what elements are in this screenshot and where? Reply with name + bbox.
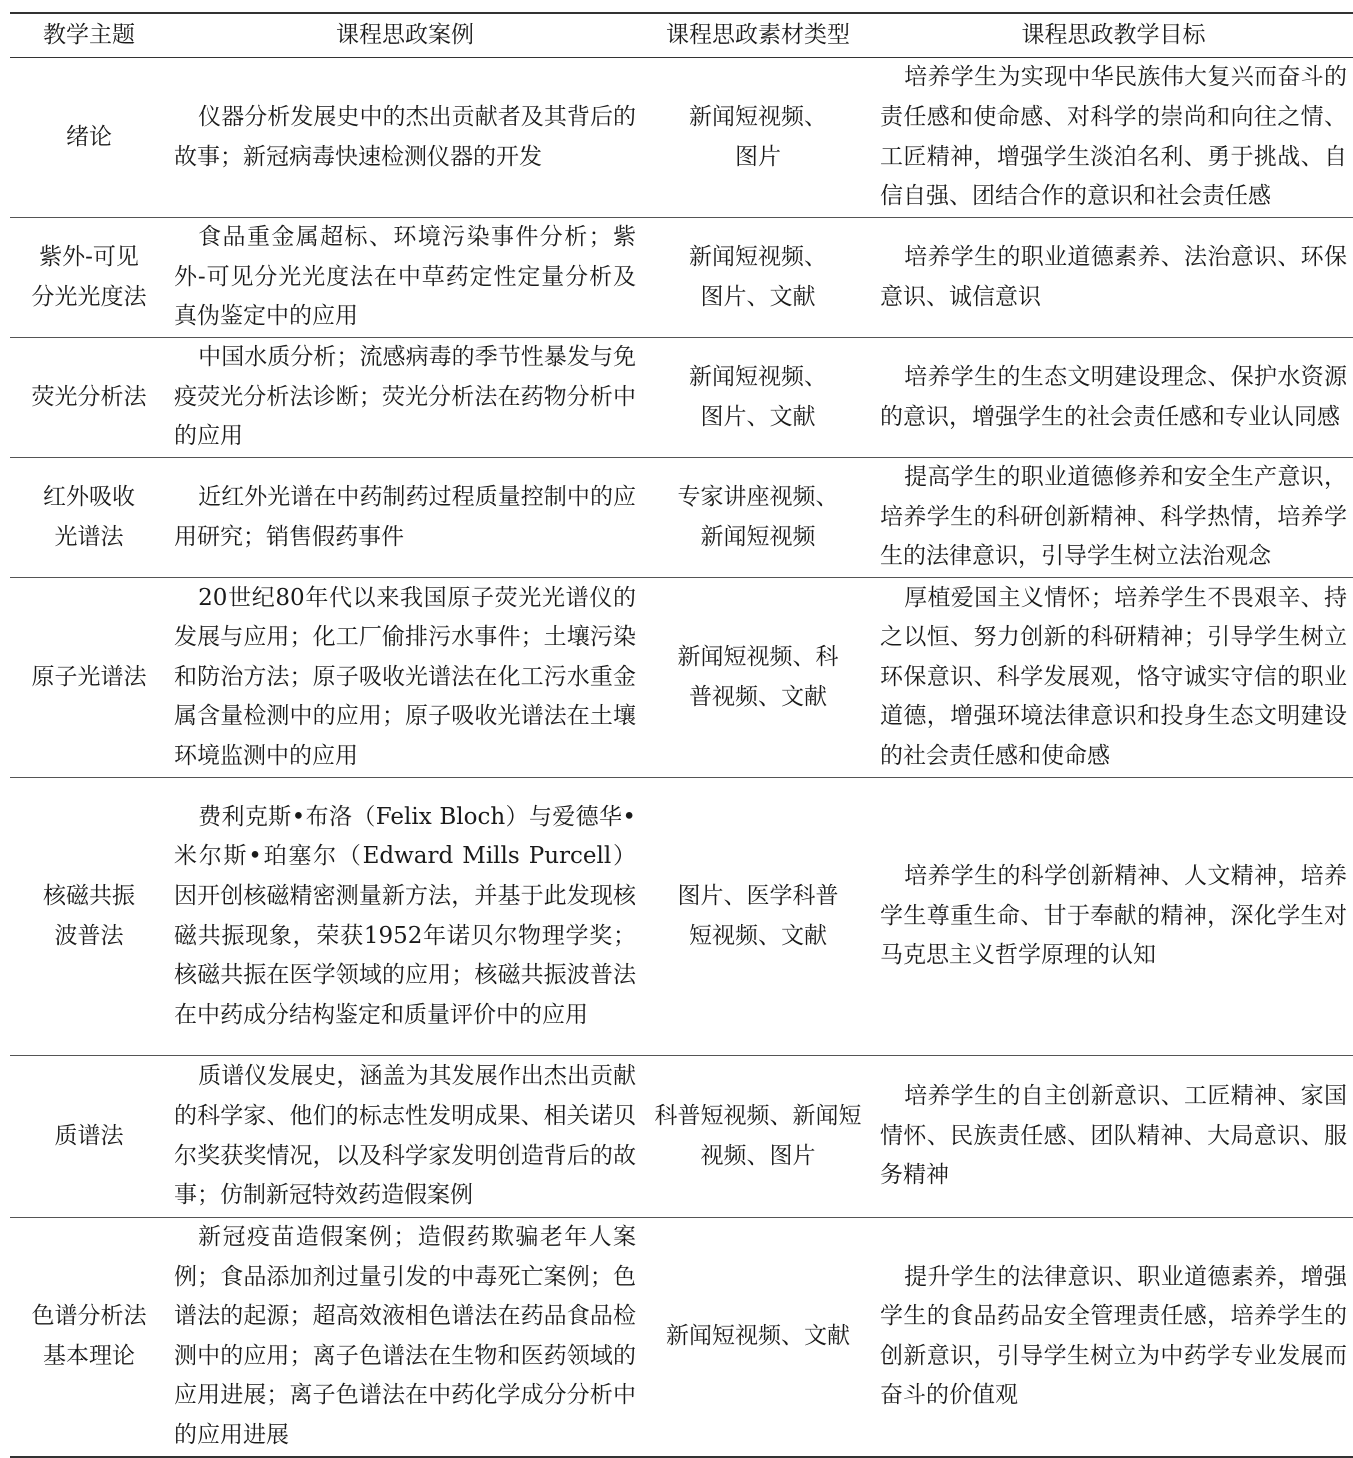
type-cell: 专家讲座视频、新闻短视频 bbox=[642, 458, 874, 578]
goal-cell: 培养学生的职业道德素养、法治意识、环保意识、诚信意识 bbox=[874, 218, 1353, 338]
topic-cell: 核磁共振波普法 bbox=[10, 778, 168, 1056]
curriculum-table bbox=[10, 12, 1353, 1458]
topic-cell: 红外吸收光谱法 bbox=[10, 458, 168, 578]
goal-cell: 培养学生的自主创新意识、工匠精神、家国情怀、民族责任感、团队精神、大局意识、服务精神 bbox=[874, 1056, 1353, 1218]
case-cell: 近红外光谱在中药制药过程质量控制中的应用研究；销售假药事件 bbox=[168, 458, 642, 578]
case-cell: 仪器分析发展史中的杰出贡献者及其背后的故事；新冠病毒快速检测仪器的开发 bbox=[168, 58, 642, 218]
goal-cell: 培养学生的科学创新精神、人文精神，培养学生尊重生命、甘于奉献的精神，深化学生对马克思主义哲学原理的认知 bbox=[874, 778, 1353, 1056]
table-row bbox=[10, 778, 1353, 1056]
header-case: 课程思政案例 bbox=[168, 13, 642, 58]
topic-cell: 质谱法 bbox=[10, 1056, 168, 1218]
header-topic: 教学主题 bbox=[10, 13, 168, 58]
topic-cell: 紫外-可见分光光度法 bbox=[10, 218, 168, 338]
topic-cell: 色谱分析法基本理论 bbox=[10, 1218, 168, 1457]
type-cell: 新闻短视频、科普视频、文献 bbox=[642, 578, 874, 778]
table-row bbox=[10, 1218, 1353, 1457]
table-row bbox=[10, 58, 1353, 218]
case-cell: 20世纪80年代以来我国原子荧光光谱仪的发展与应用；化工厂偷排污水事件；土壤污染和防治方法；原子吸收光谱法在化工污水重金属含量检测中的应用；原子吸收光谱法在土壤环境监测中的应用 bbox=[168, 578, 642, 778]
type-cell: 图片、医学科普短视频、文献 bbox=[642, 778, 874, 1056]
goal-cell: 厚植爱国主义情怀；培养学生不畏艰辛、持之以恒、努力创新的科研精神；引导学生树立环保意识、科学发展观，恪守诚实守信的职业道德，增强环境法律意识和投身生态文明建设的社会责任感和使命感 bbox=[874, 578, 1353, 778]
header-material-type: 课程思政素材类型 bbox=[642, 13, 874, 58]
table-header-row bbox=[10, 13, 1353, 58]
table-row bbox=[10, 458, 1353, 578]
topic-cell: 原子光谱法 bbox=[10, 578, 168, 778]
table-row bbox=[10, 338, 1353, 458]
type-cell: 新闻短视频、图片、文献 bbox=[642, 338, 874, 458]
header-teaching-goal: 课程思政教学目标 bbox=[874, 13, 1353, 58]
table-row bbox=[10, 218, 1353, 338]
goal-cell: 培养学生为实现中华民族伟大复兴而奋斗的责任感和使命感、对科学的崇尚和向往之情、工匠精神，增强学生淡泊名利、勇于挑战、自信自强、团结合作的意识和社会责任感 bbox=[874, 58, 1353, 218]
type-cell: 科普短视频、新闻短视频、图片 bbox=[642, 1056, 874, 1218]
case-cell: 新冠疫苗造假案例；造假药欺骗老年人案例；食品添加剂过量引发的中毒死亡案例；色谱法的起源；超高效液相色谱法在药品食品检测中的应用；离子色谱法在生物和医药领域的应用进展；离子色谱法在中药化学成分分析中的应用进展 bbox=[168, 1218, 642, 1457]
goal-cell: 提高学生的职业道德修养和安全生产意识，培养学生的科研创新精神、科学热情，培养学生的法律意识，引导学生树立法治观念 bbox=[874, 458, 1353, 578]
case-cell: 费利克斯•布洛（Felix Bloch）与爱德华•米尔斯•珀塞尔（Edward Mills Purcell）因开创核磁精密测量新方法，并基于此发现核磁共振现象，荣获1952年诺贝尔物理学奖；核磁共振在医学领域的应用；核磁共振波普法在中药成分结构鉴定和质量评价中的应用 bbox=[168, 778, 642, 1056]
table-row bbox=[10, 578, 1353, 778]
type-cell: 新闻短视频、图片、文献 bbox=[642, 218, 874, 338]
case-cell: 食品重金属超标、环境污染事件分析；紫外-可见分光光度法在中草药定性定量分析及真伪鉴定中的应用 bbox=[168, 218, 642, 338]
topic-cell: 荧光分析法 bbox=[10, 338, 168, 458]
goal-cell: 提升学生的法律意识、职业道德素养，增强学生的食品药品安全管理责任感，培养学生的创新意识，引导学生树立为中药学专业发展而奋斗的价值观 bbox=[874, 1218, 1353, 1457]
case-cell: 质谱仪发展史，涵盖为其发展作出杰出贡献的科学家、他们的标志性发明成果、相关诺贝尔奖获奖情况，以及科学家发明创造背后的故事；仿制新冠特效药造假案例 bbox=[168, 1056, 642, 1218]
type-cell: 新闻短视频、文献 bbox=[642, 1218, 874, 1457]
topic-cell: 绪论 bbox=[10, 58, 168, 218]
type-cell: 新闻短视频、图片 bbox=[642, 58, 874, 218]
case-cell: 中国水质分析；流感病毒的季节性暴发与免疫荧光分析法诊断；荧光分析法在药物分析中的应用 bbox=[168, 338, 642, 458]
table-row bbox=[10, 1056, 1353, 1218]
goal-cell: 培养学生的生态文明建设理念、保护水资源的意识，增强学生的社会责任感和专业认同感 bbox=[874, 338, 1353, 458]
